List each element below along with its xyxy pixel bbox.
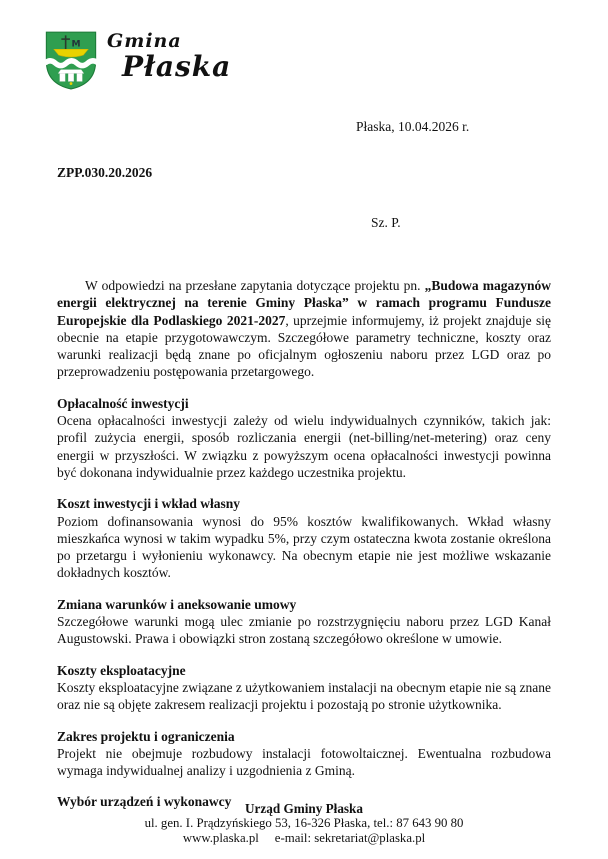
- section-heading: Koszty eksploatacyjne: [57, 662, 186, 678]
- section-text: Koszty eksploatacyjne związane z użytkowaniem instalacji na obecnym etapie nie są znane oraz nie są objęte zakresem realizacji projektu i pozostają po stronie użytkownika.: [57, 679, 551, 713]
- section-text: Ocena opłacalności inwestycji zależy od wielu indywidualnych czynników, takich jak: profil zużycia energii, sposób rozliczania energii (net-billing/net-metering) oraz ceny energii w przyszłości. W związku z powyższym ocena opłacalności inwestycji powinna być dokonana indywidualnie przez każdego uczestnika projektu.: [57, 413, 551, 480]
- section-heading: Zmiana warunków i aneksowanie umowy: [57, 596, 297, 612]
- section-text: Szczegółowe warunki mogą ulec zmianie po rozstrzygnięciu naboru przez LGD Kanał Augustowski. Prawa i obowiązki stron zostaną szczegółowo określone w umowie.: [57, 614, 551, 647]
- section-heading: Opłacalność inwestycji: [57, 395, 189, 411]
- footer-address: ul. gen. I. Prądzyńskiego 53, 16-326 Płaska, tel.: 87 643 90 80: [144, 816, 464, 830]
- footer-website: www.plaska.pl: [182, 831, 259, 845]
- municipality-name: [107, 32, 231, 81]
- intro-text-after: , uprzejmie informujemy, iż projekt znajduje się obecnie na etapie przygotowawczym. Szczegółowe parametry techniczne, koszty oraz warunki realizacji będą znane po oficjalnym ogłoszeniu naboru przez LGD oraz po przeprowadzeniu postępowania przetargowego.: [57, 312, 551, 380]
- footer-email: e-mail: sekretariat@plaska.pl: [274, 831, 426, 845]
- section-text: Projekt nie obejmuje rozbudowy instalacji fotowoltaicznej. Ewentualna rozbudowa wymaga indywidualnej analizy i uzgodnienia z Gminą.: [57, 745, 551, 779]
- gold-mark: [70, 82, 73, 85]
- letter-body: [57, 277, 551, 811]
- intro-paragraph: [57, 277, 551, 381]
- bridge-icon: [58, 70, 84, 82]
- municipality-name-line1: Gmina: [107, 30, 182, 52]
- letter-section: [57, 596, 551, 648]
- footer-org-name: Urząd Gminy Płaska: [245, 801, 363, 816]
- section-heading: Zakres projektu i ograniczenia: [57, 728, 235, 744]
- date-line: Płaska, 10.04.2026 r.: [356, 119, 470, 134]
- footer-contact-row: [0, 831, 608, 846]
- section-heading: Wybór urządzeń i wykonawcy: [57, 794, 232, 810]
- letter-section: [57, 495, 551, 581]
- letter-section: [57, 662, 551, 714]
- letter-section: [57, 728, 551, 780]
- gmina-plaska-coat-of-arms-icon: [44, 30, 98, 90]
- intro-project-title: „Budowa magazynów energii elektrycznej na terenie Gminy Płaska” w ramach programu Fundusze Europejskie dla Podlaskiego 2021-2027: [57, 278, 551, 328]
- intro-text-before: W odpowiedzi na przesłane zapytania dotyczące projektu pn.: [85, 278, 425, 293]
- footer: [0, 801, 608, 846]
- letter-m: M: [71, 39, 81, 50]
- section-heading: Koszt inwestycji i wkład własny: [57, 496, 241, 512]
- section-text: Poziom dofinansowania wynosi do 95% kosztów kwalifikowanych. Wkład własny mieszkańca wynosi w takim wypadku 5%, przy czym ostateczna kwota zostanie określona po przetargu i wyłonieniu wykonawcy. Na obecnym etapie nie jest możliwe wskazanie dokładnych kosztów.: [57, 513, 551, 581]
- municipality-name-line2: Płaska: [122, 50, 232, 83]
- letter-section: [57, 395, 551, 481]
- letterhead: [44, 30, 231, 90]
- salutation: Sz. P.: [371, 215, 401, 230]
- reference-number: ZPP.030.20.2026: [57, 165, 153, 180]
- sections: [57, 395, 551, 811]
